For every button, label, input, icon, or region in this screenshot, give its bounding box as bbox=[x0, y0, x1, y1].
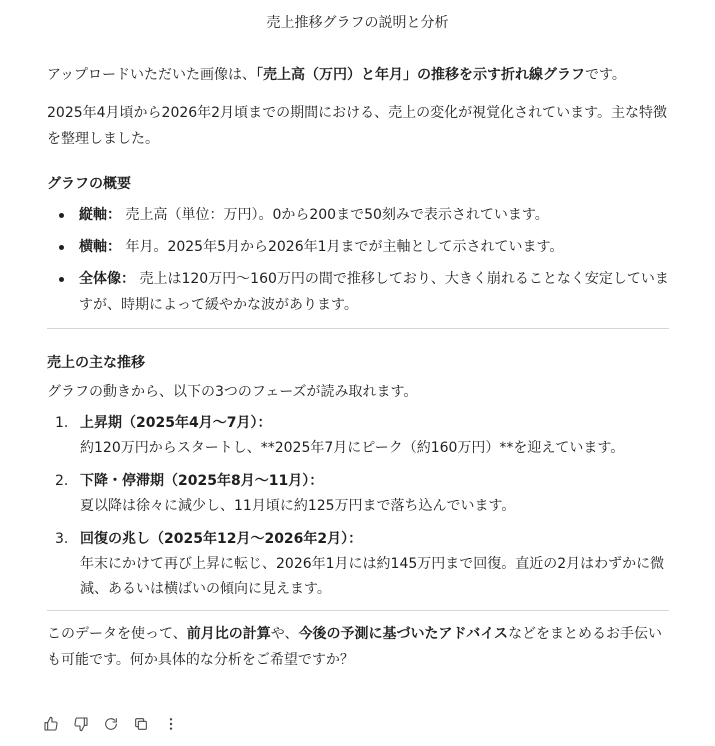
list-item-text: 年月。2025年5月から2026年1月までが主軸として示されています。 bbox=[121, 239, 564, 255]
phase-title: 回復の兆し（2025年12月〜2026年2月）： bbox=[80, 531, 363, 547]
regenerate-icon[interactable] bbox=[100, 713, 122, 735]
divider bbox=[47, 328, 669, 329]
phases-list bbox=[47, 411, 669, 602]
more-icon[interactable] bbox=[160, 713, 182, 735]
list-item bbox=[47, 234, 669, 260]
list-number: 3. bbox=[55, 531, 69, 547]
phase-desc: 約120万円からスタートし、**2025年7月にピーク（約160万円）**を迎えています。 bbox=[80, 440, 625, 456]
list-item-label: 縦軸： bbox=[79, 207, 121, 223]
response-body bbox=[47, 62, 669, 673]
closing-text: や、 bbox=[270, 626, 299, 642]
overview-list bbox=[47, 202, 669, 318]
response-toolbar bbox=[40, 713, 182, 735]
list-item-text: 売上は120万円〜160万円の間で推移しており、大きく崩れることなく安定していますが、時期によって緩やかな波があります。 bbox=[79, 271, 669, 313]
list-item bbox=[47, 266, 669, 318]
page-title: 売上推移グラフの説明と分析 bbox=[266, 15, 449, 31]
list-item bbox=[47, 411, 669, 461]
phase-desc: 夏以降は徐々に減少し、11月頃に約125万円まで落ち込んでいます。 bbox=[80, 498, 516, 514]
thumbs-down-icon[interactable] bbox=[70, 713, 92, 735]
list-item bbox=[47, 527, 669, 602]
closing-paragraph bbox=[47, 621, 669, 673]
phase-title: 下降・停滞期（2025年8月〜11月）： bbox=[80, 473, 324, 489]
intro-text: アップロードいただいた画像は、 bbox=[47, 67, 257, 83]
closing-text: このデータを使って、 bbox=[47, 626, 187, 642]
phase-desc: 年末にかけて再び上昇に転じ、2026年1月には約145万円まで回復。直近の2月はわずかに微減、あるいは横ばいの傾向に見えます。 bbox=[80, 556, 665, 597]
closing-bold: 前月比の計算 bbox=[186, 626, 271, 642]
phase-title: 上昇期（2025年4月〜7月）： bbox=[80, 415, 272, 431]
list-number: 1. bbox=[55, 415, 69, 431]
trends-heading: 売上の主な推移 bbox=[47, 355, 145, 371]
closing-text: などをまとめるお手伝いも可能です。何か具体的な分析をご希望ですか？ bbox=[47, 626, 663, 668]
copy-icon[interactable] bbox=[130, 713, 152, 735]
list-item-label: 横軸： bbox=[79, 239, 121, 255]
intro-bold: 「売上高（万円）と年月」の推移を示す折れ線グラフ bbox=[256, 67, 586, 83]
list-number: 2. bbox=[55, 473, 69, 489]
list-item bbox=[47, 202, 669, 228]
divider bbox=[47, 610, 669, 611]
intro-text-end: です。 bbox=[585, 67, 626, 83]
list-item-label: 全体像： bbox=[79, 271, 135, 287]
intro-paragraph bbox=[47, 62, 669, 88]
thumbs-up-icon[interactable] bbox=[40, 713, 62, 735]
trends-lead: グラフの動きから、以下の3つのフェーズが読み取れます。 bbox=[47, 384, 418, 400]
list-item-text: 売上高（単位：万円）。0から200まで50刻みで表示されています。 bbox=[121, 207, 549, 223]
list-item bbox=[47, 469, 669, 519]
closing-bold: 今後の予測に基づいたアドバイス bbox=[298, 626, 509, 642]
summary-paragraph: 2025年4月頃から2026年2月頃までの期間における、売上の変化が視覚化されています。主な特徴を整理しました。 bbox=[47, 105, 667, 147]
overview-heading: グラフの概要 bbox=[47, 176, 131, 192]
